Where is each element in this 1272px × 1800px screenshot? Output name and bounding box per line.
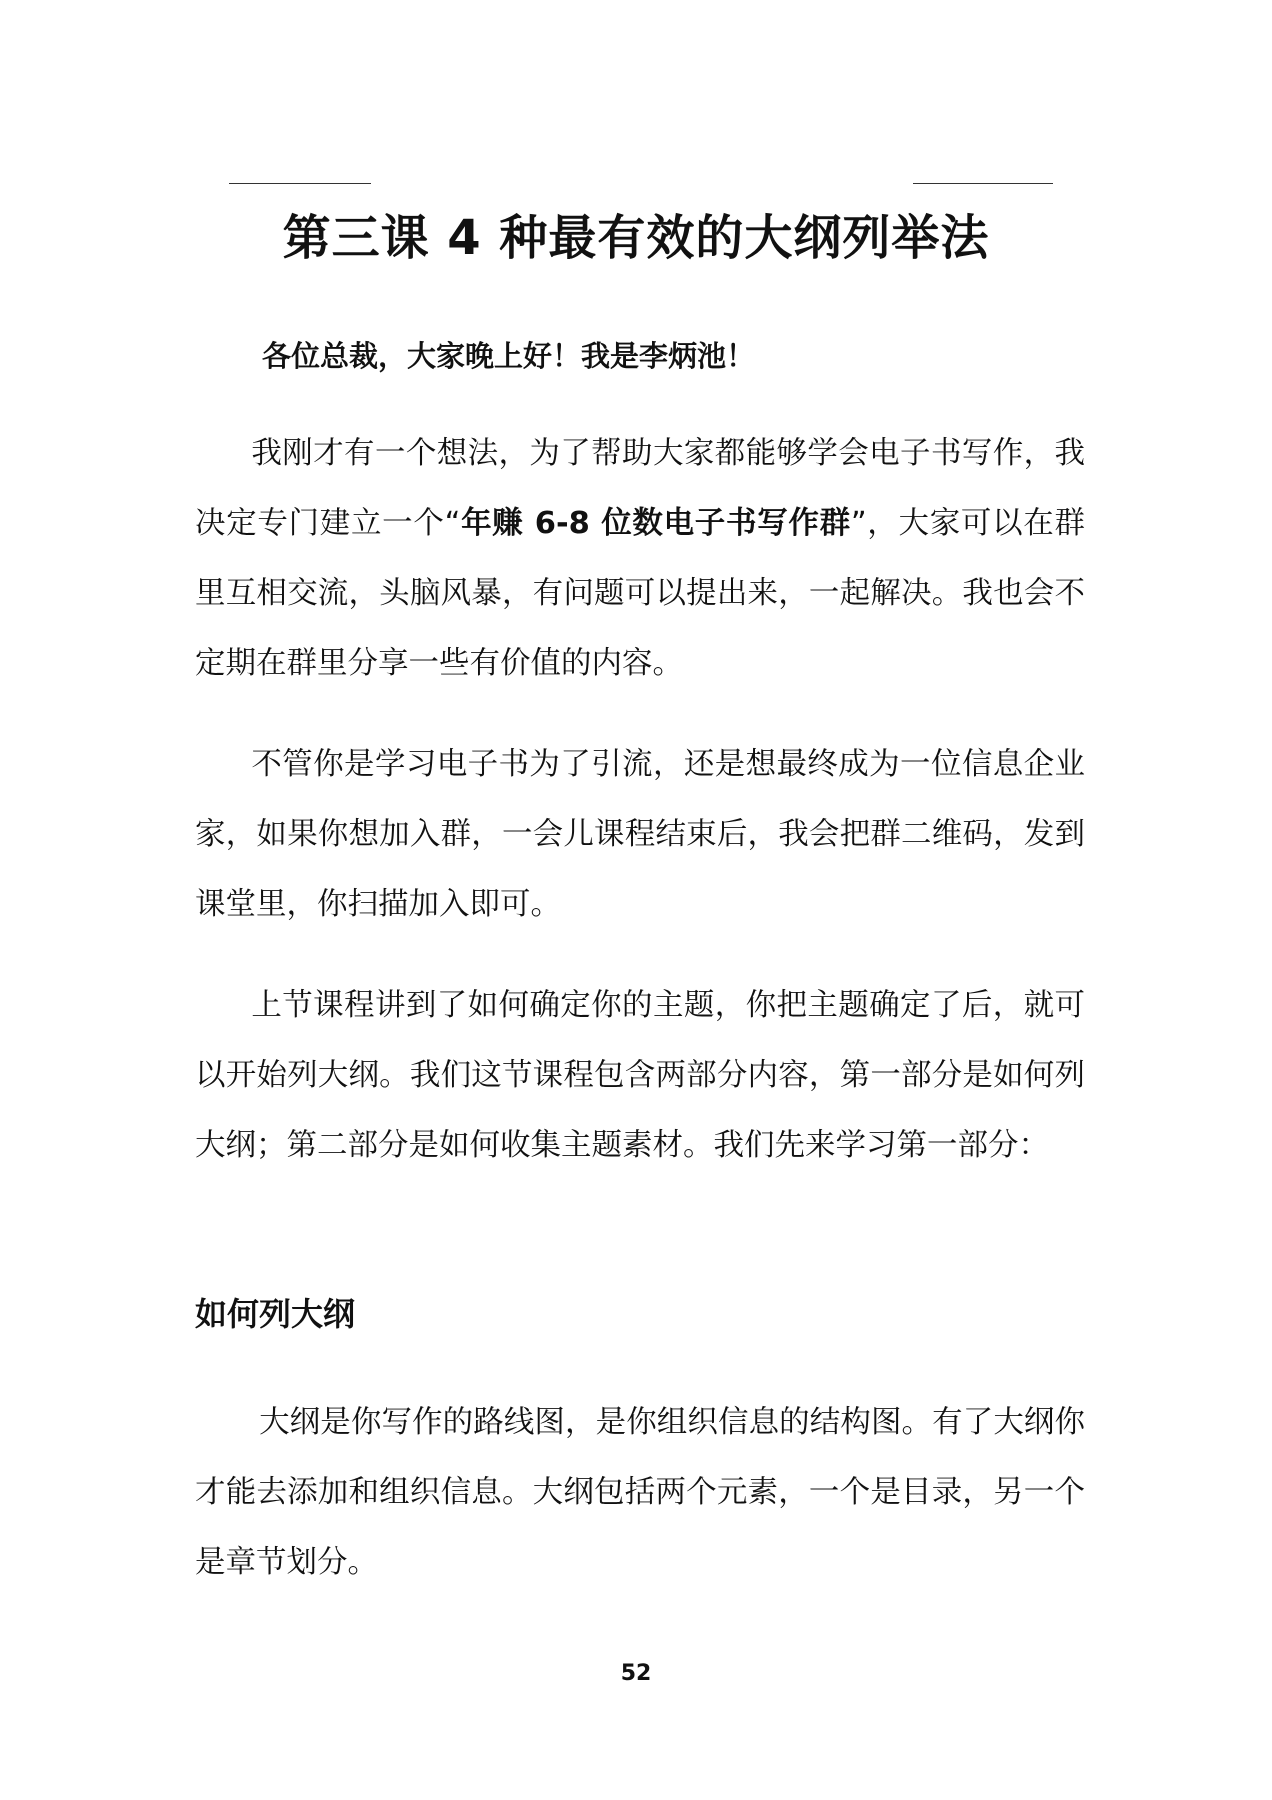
paragraph-group-announcement bbox=[195, 419, 1085, 699]
header-rule-left bbox=[229, 183, 371, 184]
header-rule-right bbox=[913, 183, 1053, 184]
paragraph-text: 不管你是学习电子书为了引流，还是想最终成为一位信息企业家，如果你想加入群，一会儿课程结束后，我会把群二维码，发到课堂里，你扫描加入即可。 bbox=[195, 747, 1085, 922]
paragraph-join-group bbox=[195, 730, 1085, 940]
paragraph-text-after: ”，大家可以在群里互相交流，头脑风暴，有问题可以提出来，一起解决。我也会不定期在群里分享一些有价值的内容。 bbox=[195, 506, 1085, 681]
greeting-line: 各位总裁，大家晚上好！我是李炳池！ bbox=[262, 339, 756, 373]
paragraph-outline-definition bbox=[195, 1388, 1085, 1598]
paragraph-lesson-overview bbox=[195, 971, 1085, 1181]
page-number: 52 bbox=[620, 1661, 652, 1686]
group-name-bold: 年赚 6-8 位数电子书写作群 bbox=[460, 506, 851, 541]
paragraph-text-before: 我刚才有一个想法，为了帮助大家都能够学会电子书写作，我决定专门建立一个“ bbox=[195, 436, 1085, 541]
section-heading: 如何列大纲 bbox=[195, 1295, 356, 1333]
paragraph-text: 大纲是你写作的路线图，是你组织信息的结构图。有了大纲你才能去添加和组织信息。大纲包括两个元素，一个是目录，另一个是章节划分。 bbox=[195, 1405, 1085, 1580]
paragraph-text: 上节课程讲到了如何确定你的主题，你把主题确定了后，就可以开始列大纲。我们这节课程包含两部分内容，第一部分是如何列大纲；第二部分是如何收集主题素材。我们先来学习第一部分： bbox=[195, 988, 1085, 1163]
page-title: 第三课 4 种最有效的大纲列举法 bbox=[282, 210, 990, 266]
